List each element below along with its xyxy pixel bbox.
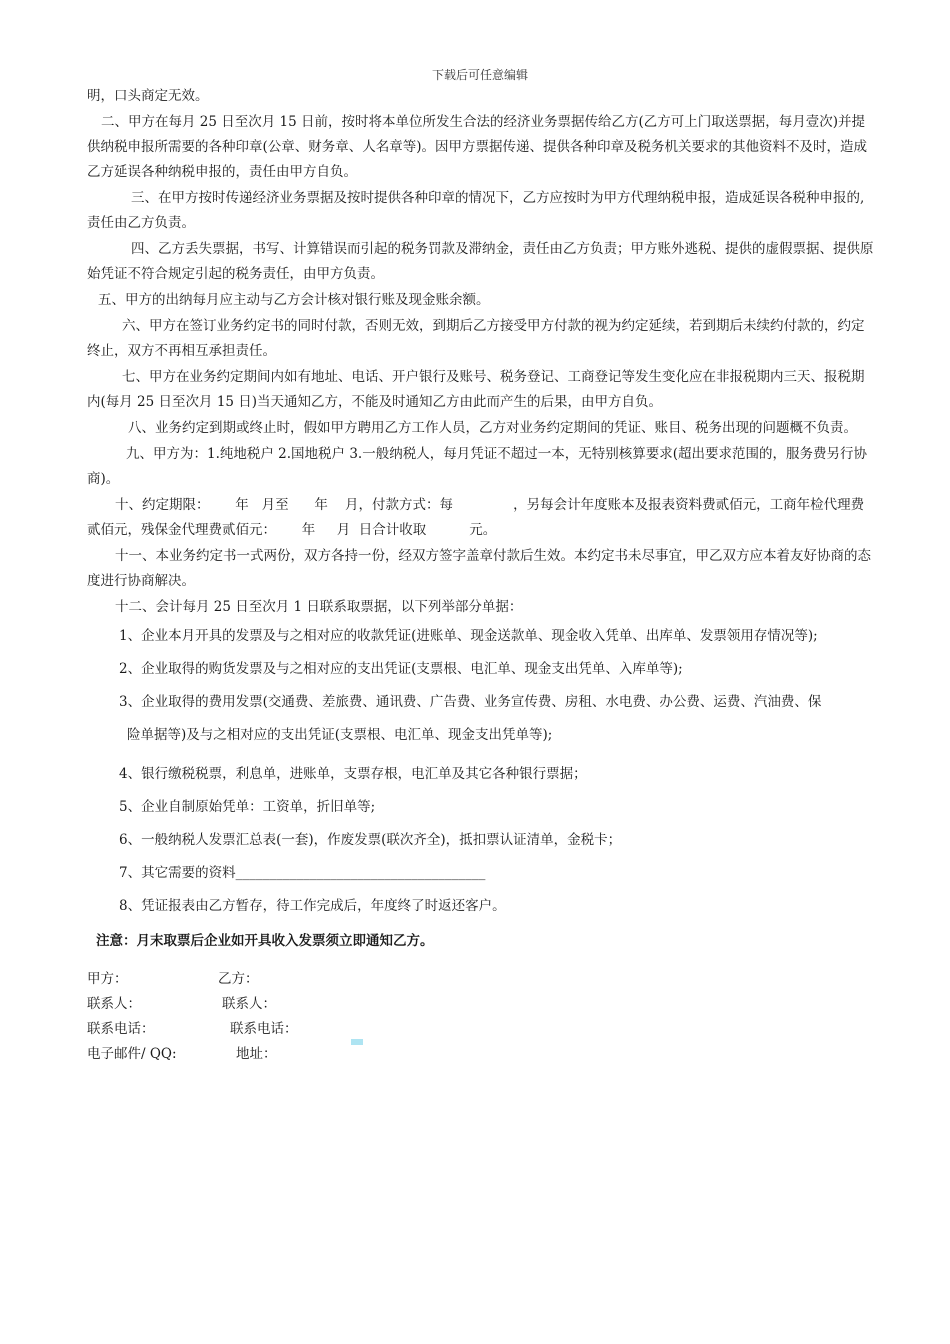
contact-b-label: 联系人： [222,996,276,1012]
contact-a-label: 联系人： [87,996,141,1012]
paragraph-continuation: 明，口头商定无效。 [87,88,209,104]
clause-4: 四、乙方丢失票据，书写、计算错误而引起的税务罚款及滞纳金，责任由乙方负责；甲方账外逃税、提供的虚假票据、提供原始凭证不符合规定引起的税务责任，由甲方负责。 [87,241,874,282]
list-item: 3、企业取得的费用发票(交通费、差旅费、通讯费、广告费、业务宣传费、房租、水电费、办公费、运费、汽油费、保 [119,694,822,710]
list-item: 8、凭证报表由乙方暂存，待工作完成后，年度终了时返还客户。 [119,897,506,914]
list-item: 4、银行缴税税票，利息单，进账单，支票存根，电汇单及其它各种银行票据； [119,765,587,782]
clause-6: 六、甲方在签订业务约定书的同时付款，否则无效，到期后乙方接受甲方付款的视为约定延续，若到期后未续约付款的，约定终止，双方不再相互承担责任。 [87,318,865,359]
list-item-continuation: 险单据等)及与之相对应的支出凭证(支票根、电汇单、现金支出凭单等); [127,727,553,743]
clause-11: 十一、本业务约定书一式两份，双方各持一份，经双方签字盖章付款后生效。本约定书未尽事宜，甲乙双方应本着友好协商的态度进行协商解决。 [87,548,871,589]
list-item: 7、其它需要的资料_____________________________________ [119,864,486,881]
list-item: 6、一般纳税人发票汇总表(一套)，作废发票(联次齐全)，抵扣票认证清单，金税卡； [119,831,622,848]
signature-block [87,967,877,1067]
clause-9: 九、甲方为：1.纯地税户 2.国地税户 3.一般纳税人，每月凭证不超过一本，无特别核算要求(超出要求范围的，服务费另行协商)。 [87,446,867,487]
list-item: 2、企业取得的购货发票及与之相对应的支出凭证(支票根、电汇单、现金支出凭单、入库单等); [119,661,683,677]
clause-3: 三、在甲方按时传递经济业务票据及按时提供各种印章的情况下，乙方应按时为甲方代理纳税申报，造成延误各税种申报的, 责任由乙方负责。 [87,190,865,231]
phone-a-label: 联系电话： [87,1021,155,1037]
clause-10: 十、约定期限： 年 月至 年 月，付款方式：每 ，另每会计年度账本及报表资料费贰佰元，工商年检代理费贰佰元，残保金代理费贰佰元： 年 月 日合计收取 元。 [87,497,865,538]
address-b-label: 地址： [236,1046,277,1062]
clause-5: 五、甲方的出纳每月应主动与乙方会计核对银行账及现金账余额。 [98,292,490,308]
list-item: 5、企业自制原始凭单：工资单，折旧单等; [119,798,376,815]
party-a-label: 甲方： [87,971,128,987]
email-a-label: 电子邮件/ QQ: [87,1046,177,1062]
clause-12: 十二、会计每月 25 日至次月 1 日联系取票据，以下列举部分单据： [115,599,523,615]
document-list [87,624,877,919]
party-b-label: 乙方： [218,971,259,987]
notice: 注意：月末取票后企业如开具收入发票须立即通知乙方。 [96,932,434,949]
phone-b-label: 联系电话： [230,1021,298,1037]
highlight-mark [351,1039,363,1045]
list-item: 1、企业本月开具的发票及与之相对应的收款凭证(进账单、现金送款单、现金收入凭单、出库单、发票领用存情况等); [119,628,818,644]
page-header: 下载后可任意编辑 [431,68,528,82]
clause-7: 七、甲方在业务约定期间内如有地址、电话、开户银行及账号、税务登记、工商登记等发生变化应在非报税期内三天、报税期内(每月 25 日至次月 15 日)当天通知乙方，不能及时通知乙方由此而产生的后果，由甲方自负。 [87,369,865,410]
contract-body [87,84,877,1067]
clause-8: 八、业务约定到期或终止时，假如甲方聘用乙方工作人员，乙方对业务约定期间的凭证、账目、税务出现的问题概不负责。 [128,420,857,436]
clause-2: 二、甲方在每月 25 日至次月 15 日前，按时将本单位所发生合法的经济业务票据传给乙方(乙方可上门取送票据，每月壹次)并提供纳税申报所需要的各种印章(公章、财务章、人名章等)。因甲方票据传递、提供各种印章及税务机关要求的其他资料不及时，造成乙方延误各种纳税申报的，责任由甲方自负。 [87,114,868,180]
